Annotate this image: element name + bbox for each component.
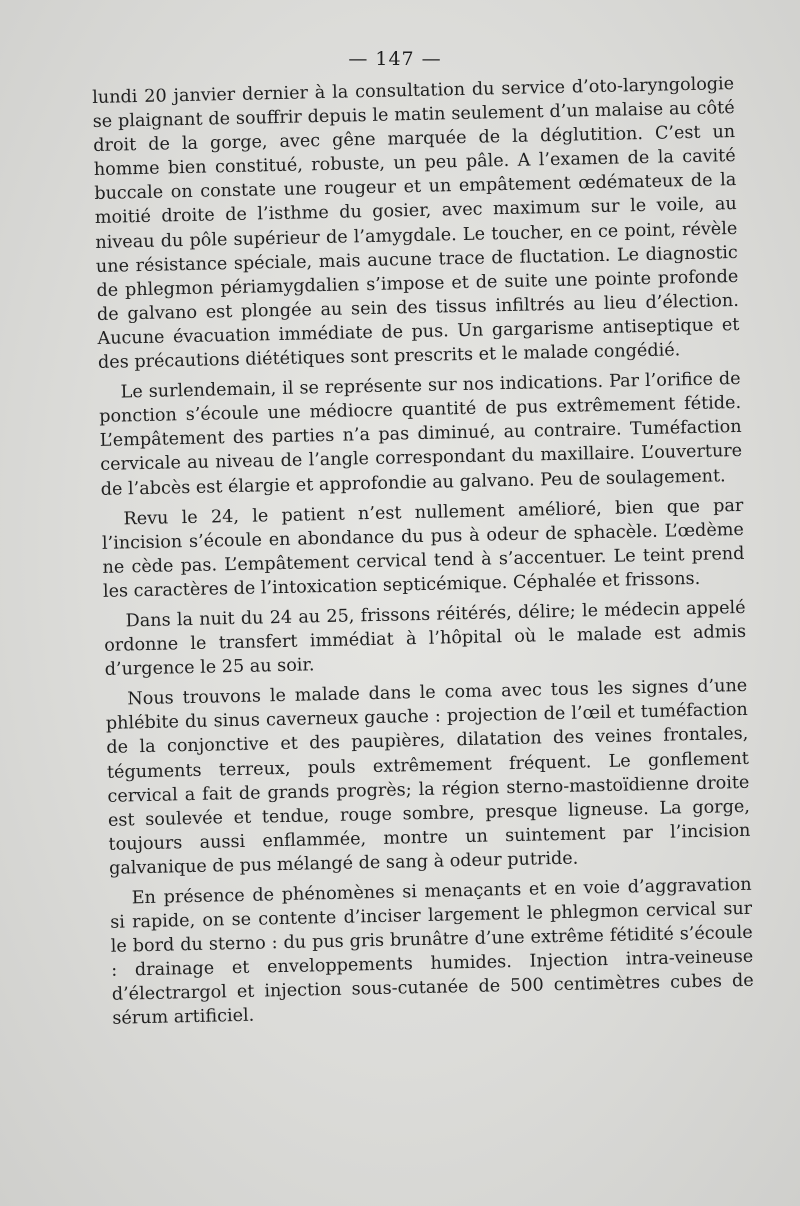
paragraph-1: lundi 20 janvier dernier à la consultation du service d’oto-laryngologie se plaignant de souffrir depuis le matin seulement d’un malaise au côté droit de la gorge, avec gêne marquée de la déglutition. C’est un homme bien constitué, robuste, un peu pâle. A l’examen de la cavité buccale on constate une rougeur et un empâtement œdémateux de la moitié droite de l’isthme du gosier, avec maximum sur le voile, au niveau du pôle supérieur de l’amygdale. Le toucher, en ce point, révèle une résistance spéciale, mais aucune trace de fluctation. Le diagnostic de phlegmon périamygdalien s’impose et de suite une pointe profonde de galvano est plongée au sein des tissus infiltrés au lieu d’élection. Aucune évacuation immédiate de pus. Un gargarisme antiseptique et des précautions diététiques sont prescrits et le malade congédié. (92, 73, 740, 373)
body-text (92, 72, 754, 1031)
paragraph-3: Revu le 24, le patient n’est nullement amélioré, bien que par l’incision s’écoule en abondance du pus à odeur de sphacèle. L’œdème ne cède pas. L’empâtement cervical tend à s’accentuer. Le teint prend les caractères de l’intoxication septicémique. Céphalée et frissons. (101, 495, 745, 602)
paragraph-5: Nous trouvons le malade dans le coma avec tous les signes d’une phlébite du sinus caverneux gauche : projection de l’œil et tuméfaction de la conjonctive et des paupières, dilatation des veines frontales, téguments terreux, pouls extrêmement fréquent. Le gonflement cervical a fait de grands progrès; la région sterno-mastoïdienne droite est soulevée et tendue, rouge sombre, presque ligneuse. La gorge, toujours aussi enflammée, montre un suintement par l’incision galvanique de pus mélangé de sang à odeur putride. (105, 676, 751, 879)
paragraph-4: Dans la nuit du 24 au 25, frissons réitérés, délire; le médecin appelé ordonne le transfert immédiat à l’hôpital où le malade est admis d’urgence le 25 au soir. (103, 597, 747, 681)
paragraph-6: En présence de phénomènes si menaçants et en voie d’aggravation si rapide, on se contente d’inciser largement le phlegmon cervical sur le bord du sterno : du pus gris brunâtre d’une extrême fétidité s’écoule : drainage et enveloppements humides. Injection intra-veineuse d’électrargol et injection sous-cutanée de 500 centimètres cubes de sérum artificiel. (110, 874, 754, 1030)
page-number: — 147 — (348, 48, 442, 70)
paragraph-2: Le surlendemain, il se représente sur nos indications. Par l’orifice de ponction s’écoule une médiocre quantité de pus extrêmement fétide. L’empâtement des parties n’a pas diminué, au contraire. Tuméfaction cervicale au niveau de l’angle correspondant du maxillaire. L’ouverture de l’abcès est élargie et approfondie au galvano. Peu de soulagement. (99, 369, 743, 500)
